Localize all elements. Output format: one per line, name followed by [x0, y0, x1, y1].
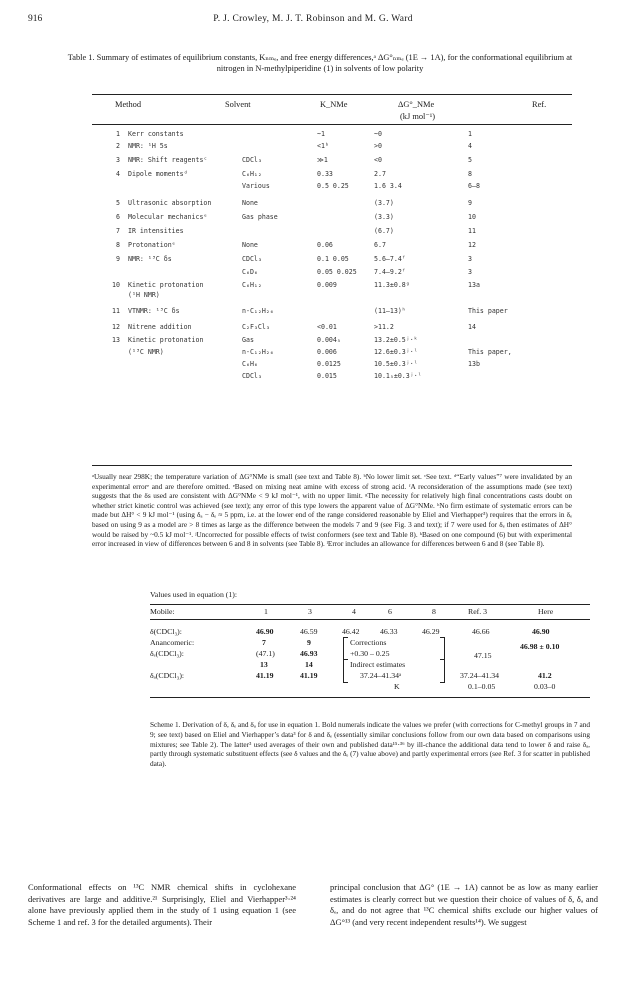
- table-cell-num: 9: [116, 255, 120, 263]
- table-cell-k: 0.1 0.05: [317, 255, 349, 263]
- table-row: [92, 241, 572, 251]
- table-row: [92, 281, 572, 291]
- table-row: [92, 182, 572, 192]
- v-r2-1: 7: [262, 638, 266, 647]
- v-r2-label: Anancomeric:: [150, 638, 195, 647]
- v-r3-label: δₑ(CDCl₃):: [150, 649, 184, 658]
- v-r6-ref3: 0.1–0.05: [468, 682, 496, 691]
- table-row: [92, 336, 572, 346]
- bracket-corrections-right: [440, 637, 445, 660]
- table-cell-ref: 4: [468, 142, 472, 150]
- body-column-right: principal conclusion that ΔG° (1E → 1A) cannot be as low as many earlier estimates is clearly correct but we question their choice of values of δ, δₐ and δₑ, and do not agree that ¹³C chemical shifts exclude our higher values of ΔG°¹³ (and very recent independent results¹⁴). We suggest: [330, 882, 598, 927]
- table-cell-g: <0: [374, 156, 382, 164]
- table-cell-g: 7.4–9.2ᶠ: [374, 268, 406, 276]
- table-cell-num: 10: [112, 281, 120, 289]
- v-h-3: 3: [308, 607, 312, 616]
- table-cell-g: (6.7): [374, 227, 394, 235]
- table-cell-solvent: CDCl₃: [242, 156, 262, 164]
- table-cell-k: 0.33: [317, 170, 333, 178]
- table-row: [92, 255, 572, 265]
- values-caption: Values used in equation (1):: [150, 590, 238, 599]
- v-r5-ref3: 37.24–41.34: [460, 671, 499, 680]
- table-cell-method: Kinetic protonation: [128, 336, 204, 344]
- table-cell-g: (3.3): [374, 213, 394, 221]
- body-column-left: Conformational effects on ¹³C NMR chemical shifts in cyclohexane derivatives are large and additive.²¹ Surprisingly, Eliel and Vierhapper³⋅²⁴ alone have previously applied them in the study of 1 using equation 1 (see Scheme 1 and ref. 3 for the detailed arguments). Their: [28, 882, 296, 927]
- table-cell-ref: 5: [468, 156, 472, 164]
- v-r2-3: 9: [307, 638, 311, 647]
- table-rule-top: [92, 94, 572, 95]
- table-caption: Table 1. Summary of estimates of equilibrium constants, Kₙₘₑ, and free energy differences,ᵃ ΔG°ₙₘₑ (1E → 1A), for the conformational equilibrium at nitrogen in N-methylpiperidine (1) in solvents of low polarity: [67, 53, 573, 73]
- col-ref: Ref.: [532, 100, 547, 109]
- table-cell-ref: 13a: [468, 281, 480, 289]
- table-cell-k: 0.0125: [317, 360, 341, 368]
- table-row: [92, 307, 572, 317]
- table-cell-k: ~1: [317, 130, 325, 138]
- table-cell-g: 2.7: [374, 170, 386, 178]
- table-cell-k: 0.05 0.025: [317, 268, 357, 276]
- bracket-corrections-left: [343, 637, 348, 660]
- table-cell-method: Kinetic protonation: [128, 281, 204, 289]
- table-cell-num: 2: [116, 142, 120, 150]
- table-cell-g: (3.7): [374, 199, 394, 207]
- table-cell-method: Molecular mechanicsᵉ: [128, 213, 208, 221]
- table-row: [92, 323, 572, 333]
- v-r2-bracket: Corrections: [350, 638, 387, 647]
- v-r3-bracket: +0.30 – 0.25: [350, 649, 390, 658]
- table-cell-num: 13: [112, 336, 120, 344]
- table-row: [92, 199, 572, 209]
- v-r1-ref3: 46.66: [472, 627, 490, 636]
- v-r4-1: 13: [260, 660, 268, 669]
- table-cell-g: 13.2±0.5ʲ·ᵏ: [374, 336, 418, 344]
- table-row: [92, 227, 572, 237]
- v-r3-3: 46.93: [300, 649, 318, 658]
- table-row: [92, 291, 572, 301]
- table-cell-method: NMR: ¹H 5s: [128, 142, 168, 150]
- table-cell-solvent: Various: [242, 182, 270, 190]
- v-r5-bracket: 37.24–41.34ᵃ: [360, 671, 402, 680]
- table-cell-num: 1: [116, 130, 120, 138]
- table-cell-g: 12.6±0.3ʲ·ˡ: [374, 348, 418, 356]
- table-cell-method: Nitrene addition: [128, 323, 192, 331]
- values-rule-top: [150, 604, 590, 605]
- col-method: Method: [115, 100, 142, 109]
- v-r1-4: 46.42: [342, 627, 360, 636]
- table-cell-g: >0: [374, 142, 382, 150]
- table-cell-solvent: n-C₁₂H₂₆: [242, 307, 274, 315]
- table-cell-ref: 1: [468, 130, 472, 138]
- v-r4-3: 14: [305, 660, 313, 669]
- table-row: [92, 348, 572, 358]
- table-cell-ref: 10: [468, 213, 476, 221]
- table-cell-method: Dipole momentsᵈ: [128, 170, 188, 178]
- table-cell-method: (¹³C NMR): [128, 348, 164, 356]
- table-cell-method: NMR: Shift reagentsᶜ: [128, 156, 208, 164]
- v-r1-3: 46.59: [300, 627, 318, 636]
- table-cell-solvent: C₆H₆: [242, 360, 258, 368]
- v-h-1: 1: [264, 607, 268, 616]
- table-cell-method: VTNMR: ¹³C δs: [128, 307, 180, 315]
- values-rule-bottom: [150, 697, 590, 698]
- table-cell-k: 0.5 0.25: [317, 182, 349, 190]
- table-cell-ref: 3: [468, 255, 472, 263]
- authors: P. J. Crowley, M. J. T. Robinson and M. G. Ward: [213, 14, 413, 24]
- v-r5-label: δₐ(CDCl₃):: [150, 671, 185, 680]
- table-cell-method: Protonationᵉ: [128, 241, 176, 249]
- table-cell-solvent: C₂F₃Cl₃: [242, 323, 270, 331]
- v-r1-label: δ(CDCl₃):: [150, 627, 182, 636]
- v-h-here: Here: [538, 607, 554, 616]
- scheme-caption: Scheme 1. Derivation of δ, δₑ and δₐ for use in equation 1. Bold numerals indicate the values we prefer (with corrections for C-methyl groups in 7 and 9; see text) based on Eliel and Vierhapper’s data³ for δ and δₑ (essentially similar conclusions follow from our own data based on comparisons using mixtures; see Table 2). The latter³ used averages of their own and published data¹⁵⋅³⁶ by ill-chance the additional data tend to lower δ and raise δₐ, partly through systematic substituent effects (see δ values and the δₑ (7) value above) and partly experimental errors (see Ref. 3 for scatter in published data).: [150, 720, 590, 769]
- table-cell-ref: 8: [468, 170, 472, 178]
- table-cell-k: 0.06: [317, 241, 333, 249]
- table-cell-g: 6.7: [374, 241, 386, 249]
- v-h-8: 8: [432, 607, 436, 616]
- table-row: [92, 170, 572, 180]
- table-cell-k: 0.015: [317, 372, 337, 380]
- table-cell-g: ~0: [374, 130, 382, 138]
- v-r3-1: (47.1): [256, 649, 275, 658]
- table-cell-num: 11: [112, 307, 120, 315]
- v-r5-3: 41.19: [300, 671, 318, 680]
- table-cell-k: <0.01: [317, 323, 337, 331]
- table-cell-solvent: CDCl₃: [242, 372, 262, 380]
- table-cell-num: 8: [116, 241, 120, 249]
- table-cell-solvent: C₆H₁₂: [242, 170, 262, 178]
- v-r5-1: 41.19: [256, 671, 274, 680]
- table-cell-g: 5.6–7.4ᶠ: [374, 255, 406, 263]
- table-cell-solvent: C₆H₁₂: [242, 281, 262, 289]
- v-h-6: 6: [388, 607, 392, 616]
- table-row: [92, 268, 572, 278]
- table-cell-k: ≫1: [317, 156, 328, 164]
- v-r1-here: 46.90: [532, 627, 550, 636]
- table-cell-method: NMR: ¹³C δs: [128, 255, 172, 263]
- table-cell-num: 3: [116, 156, 120, 164]
- bracket-indirect-right: [440, 659, 445, 683]
- table-cell-solvent: None: [242, 199, 258, 207]
- table-cell-num: 5: [116, 199, 120, 207]
- table-row: [92, 360, 572, 370]
- col-g-unit: (kJ mol⁻¹): [400, 112, 436, 121]
- table-row: [92, 130, 572, 140]
- table-rule-mid: [92, 124, 572, 125]
- table-row: [92, 213, 572, 223]
- table-cell-g: 1.6 3.4: [374, 182, 402, 190]
- table-cell-num: 12: [112, 323, 120, 331]
- table-row: [92, 156, 572, 166]
- table-cell-ref: This paper: [468, 307, 508, 315]
- table-cell-k: 0.009: [317, 281, 337, 289]
- table-cell-solvent: None: [242, 241, 258, 249]
- table-cell-g: 10.5±0.3ʲ·ˡ: [374, 360, 418, 368]
- table-cell-method: IR intensities: [128, 227, 184, 235]
- table-cell-g: 11.3±0.8ᵍ: [374, 281, 410, 289]
- v-r3-ref3: 47.15: [474, 651, 492, 660]
- table-cell-solvent: n-C₁₂H₂₆: [242, 348, 274, 356]
- table-cell-ref: 14: [468, 323, 476, 331]
- v-r2-here: 46.98 ± 0.10: [520, 642, 560, 651]
- table-cell-k: 0.006: [317, 348, 337, 356]
- table-cell-method: Kerr constants: [128, 130, 184, 138]
- table-cell-ref: 11: [468, 227, 476, 235]
- table-cell-g: 10.1₅±0.3ʲ·ˡ: [374, 372, 422, 380]
- table-footnotes: ᵃUsually near 298K; the temperature variation of ΔG°NMe is small (see text and Table 8). ᵇNo lower limit set. ᶜSee text. ᵈ“Early values”⁷ were invalidated by an experimental errorᵉ and are therefore omitted. ᵉBased on mixing neat amine with excess of strong acid. ᶠA reconsideration of the assumptions made (see text) suggests that the δs used are consistent with ΔG°NMe < 9 kJ mol⁻¹, with no upper limit. ᵍThe necessity for relatively high final concentrations casts doubt on whether strict kinetic control was achieved (see text); any error of this type lowers the apparent value of ΔG°NMe. ʰNo firm estimate of systematic errors can be made but ΔH° < 9 kJ mol⁻¹ (using δₐ − δₑ ≈ 5 ppm, i.e. at the lower end of the range considered reasonable by Eliel and Vierhapper³) requires that the errors in δₑ based on using 9 as a model are > 8 times as large as the difference between the models 7 and 9 (see Fig. 3 and text); if 7 were used for δₑ then estimates of ΔH° would be raised by ~0.5 kJ mol⁻¹. ʲUncorrected for possible effects of twist conformers (see text and Table 8). ᵏBased on one compound (6) but with experimental error increased in view of differences between 6 and 8 in solvents (see Table 8). ˡError includes an allowance for differences between 6 and 8 (see Table 8).: [92, 472, 572, 549]
- v-r1-6: 46.33: [380, 627, 398, 636]
- table-cell-solvent: Gas: [242, 336, 254, 344]
- table-rule-bottom: [92, 465, 572, 466]
- table-cell-k: 0.004₅: [317, 336, 341, 344]
- v-r6-bracket: K: [394, 682, 400, 691]
- table-cell-method: Ultrasonic absorption: [128, 199, 212, 207]
- table-cell-num: 4: [116, 170, 120, 178]
- v-h-4: 4: [352, 607, 356, 616]
- table-cell-g: (11–13)ʰ: [374, 307, 406, 315]
- v-r1-8: 46.29: [422, 627, 440, 636]
- table-cell-ref: 9: [468, 199, 472, 207]
- table-cell-solvent: CDCl₃: [242, 255, 262, 263]
- table-row: [92, 142, 572, 152]
- table-cell-num: 6: [116, 213, 120, 221]
- table-cell-solvent: C₆D₆: [242, 268, 258, 276]
- v-h-mobile: Mobile:: [150, 607, 175, 616]
- values-rule-mid: [150, 619, 590, 620]
- table-row: [92, 372, 572, 382]
- table-cell-ref: 12: [468, 241, 476, 249]
- v-r4-bracket: Indirect estimates: [350, 660, 406, 669]
- col-k: K_NMe: [320, 100, 348, 109]
- table-cell-g: >11.2: [374, 323, 394, 331]
- v-r5-here: 41.2: [538, 671, 552, 680]
- table-cell-ref: 13b: [468, 360, 480, 368]
- table-cell-solvent: Gas phase: [242, 213, 278, 221]
- table-cell-ref: 6–8: [468, 182, 480, 190]
- col-solvent: Solvent: [225, 100, 251, 109]
- bracket-indirect-left: [343, 659, 348, 683]
- v-h-ref3: Ref. 3: [468, 607, 488, 616]
- table-cell-method: (¹H NMR): [128, 291, 160, 299]
- table-cell-k: <1ᵇ: [317, 142, 329, 150]
- table-cell-num: 7: [116, 227, 120, 235]
- v-r1-1: 46.90: [256, 627, 274, 636]
- page-number: 916: [28, 14, 43, 24]
- v-r6-here: 0.03–0: [534, 682, 556, 691]
- table-cell-ref: 3: [468, 268, 472, 276]
- table-cell-ref: This paper,: [468, 348, 512, 356]
- col-g: ΔG°_NMe: [398, 100, 435, 109]
